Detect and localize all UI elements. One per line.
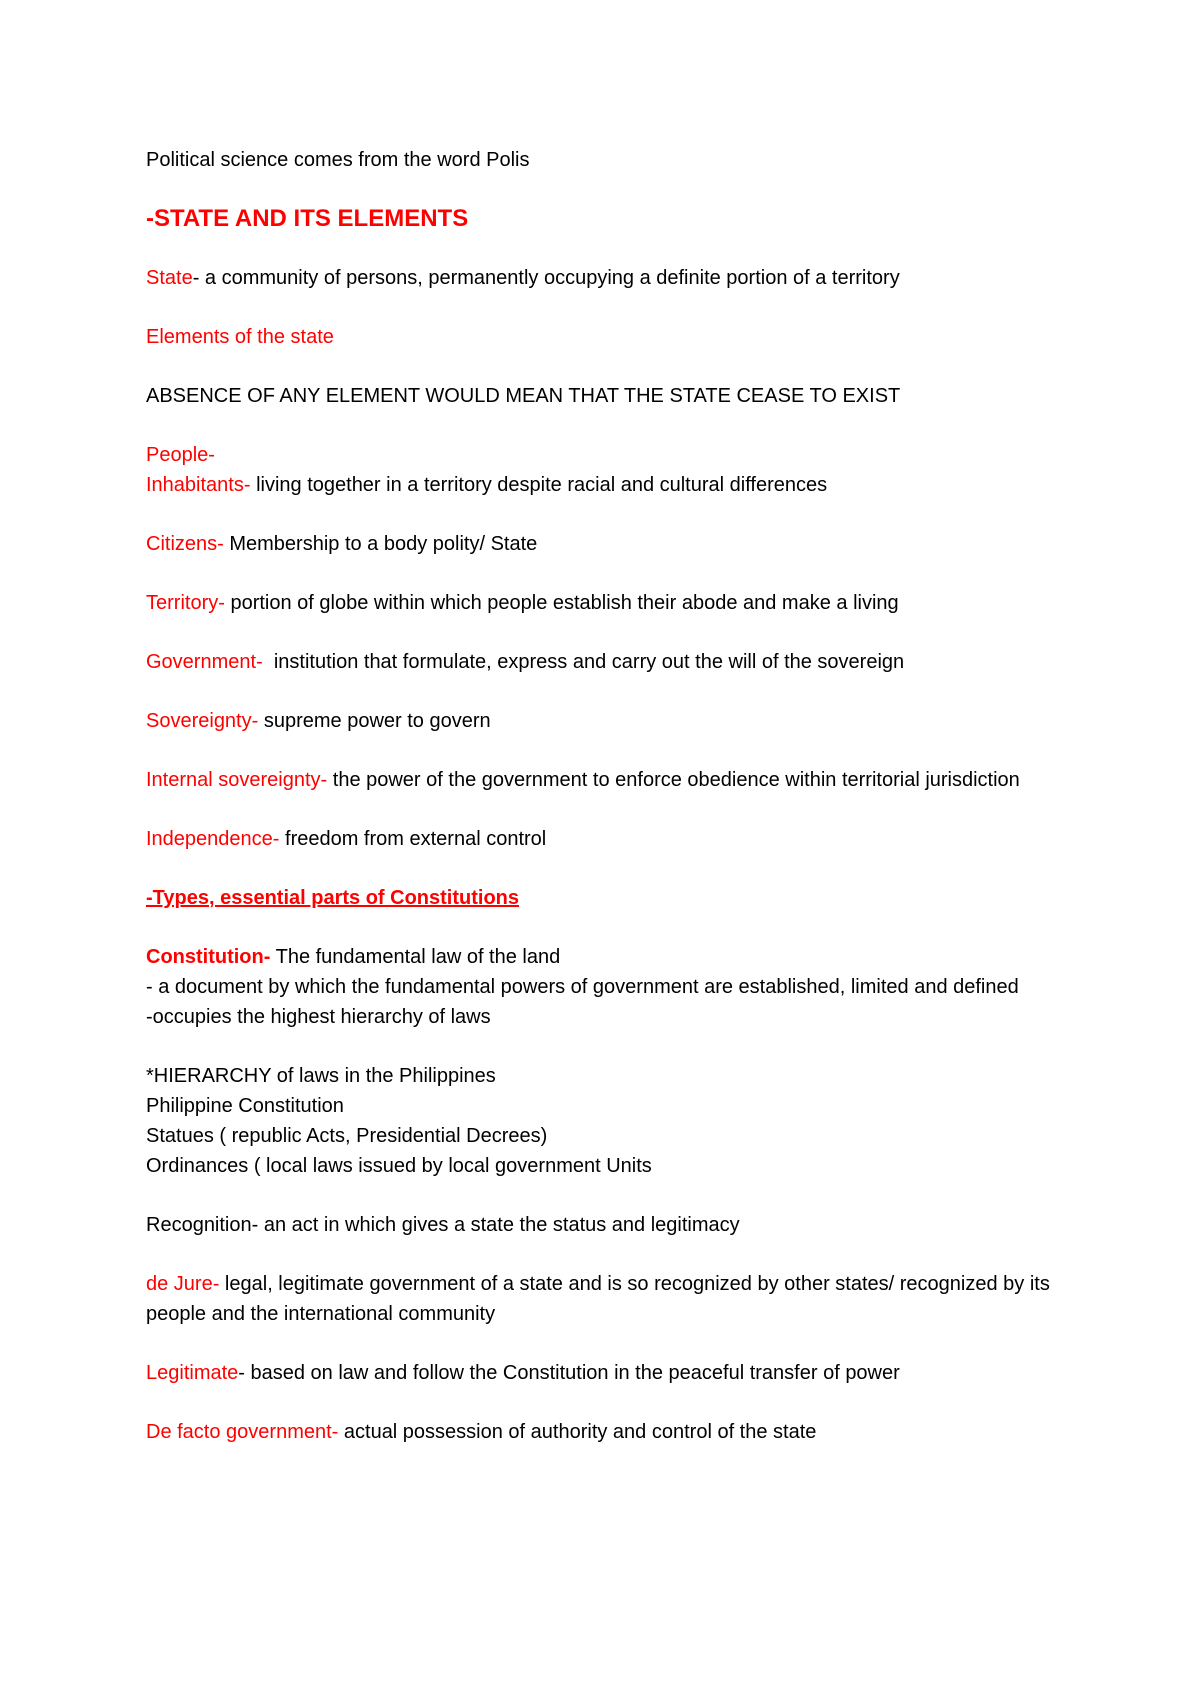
def-citizens: Membership to a body polity/ State — [223, 533, 538, 555]
term-independence: Independence- — [146, 828, 280, 850]
definition-territory — [146, 588, 1056, 618]
term-people: People- — [146, 444, 215, 466]
section-heading-constitutions: -Types, essential parts of Constitutions — [146, 887, 520, 909]
hierarchy-item: Ordinances ( local laws issued by local government Units — [146, 1155, 652, 1177]
definition-citizens — [146, 529, 1056, 559]
def-de-facto: actual possession of authority and control of the state — [338, 1421, 817, 1443]
definition-independence — [146, 824, 1056, 854]
definition-government — [146, 647, 1056, 677]
def-independence: freedom from external control — [279, 828, 547, 850]
term-territory: Territory- — [146, 592, 225, 614]
def-constitution: The fundamental law of the land — [270, 946, 561, 968]
def-de-jure: legal, legitimate government of a state and is so recognized by other states/ recognized by its people and the international community — [146, 1273, 1050, 1325]
definition-de-jure — [146, 1269, 1056, 1329]
elements-heading: Elements of the state — [146, 326, 334, 348]
term-internal-sovereignty: Internal sovereignty- — [146, 769, 328, 791]
definition-constitution — [146, 942, 1056, 972]
hierarchy-item: Statues ( republic Acts, Presidential Decrees) — [146, 1125, 548, 1147]
absence-note: ABSENCE OF ANY ELEMENT WOULD MEAN THAT THE STATE CEASE TO EXIST — [146, 385, 901, 407]
def-legitimate: - based on law and follow the Constitution in the peaceful transfer of power — [238, 1362, 900, 1384]
definition-internal-sovereignty — [146, 765, 1056, 795]
def-internal-sovereignty: the power of the government to enforce obedience within territorial jurisdiction — [327, 769, 1020, 791]
term-de-jure: de Jure- — [146, 1273, 220, 1295]
term-de-facto: De facto government- — [146, 1421, 339, 1443]
document-body — [146, 145, 1056, 1447]
term-state: State — [146, 267, 193, 289]
constitution-line-3: -occupies the highest hierarchy of laws — [146, 1006, 491, 1028]
term-legitimate: Legitimate — [146, 1362, 239, 1384]
def-state: - a community of persons, permanently occupying a definite portion of a territory — [192, 267, 900, 289]
hierarchy-title: *HIERARCHY of laws in the Philippines — [146, 1065, 496, 1087]
definition-sovereignty — [146, 706, 1056, 736]
definition-legitimate — [146, 1358, 1056, 1388]
def-territory: portion of globe within which people establish their abode and make a living — [224, 592, 899, 614]
definition-inhabitants — [146, 470, 1056, 500]
term-constitution: Constitution- — [146, 946, 271, 968]
def-inhabitants: living together in a territory despite racial and cultural differences — [250, 474, 828, 496]
constitution-line-2: - a document by which the fundamental powers of government are established, limited and defined — [146, 976, 1019, 998]
hierarchy-item: Philippine Constitution — [146, 1095, 344, 1117]
def-sovereignty: supreme power to govern — [258, 710, 491, 732]
term-government: Government- — [146, 651, 263, 673]
term-citizens: Citizens- — [146, 533, 224, 555]
recognition-line: Recognition- an act in which gives a state the status and legitimacy — [146, 1214, 740, 1236]
intro-line: Political science comes from the word Polis — [146, 149, 530, 171]
section-heading-state: -STATE AND ITS ELEMENTS — [146, 205, 469, 232]
term-inhabitants: Inhabitants- — [146, 474, 251, 496]
term-sovereignty: Sovereignty- — [146, 710, 259, 732]
def-government: institution that formulate, express and carry out the will of the sovereign — [262, 651, 905, 673]
definition-state — [146, 263, 1056, 293]
definition-de-facto — [146, 1417, 1056, 1447]
